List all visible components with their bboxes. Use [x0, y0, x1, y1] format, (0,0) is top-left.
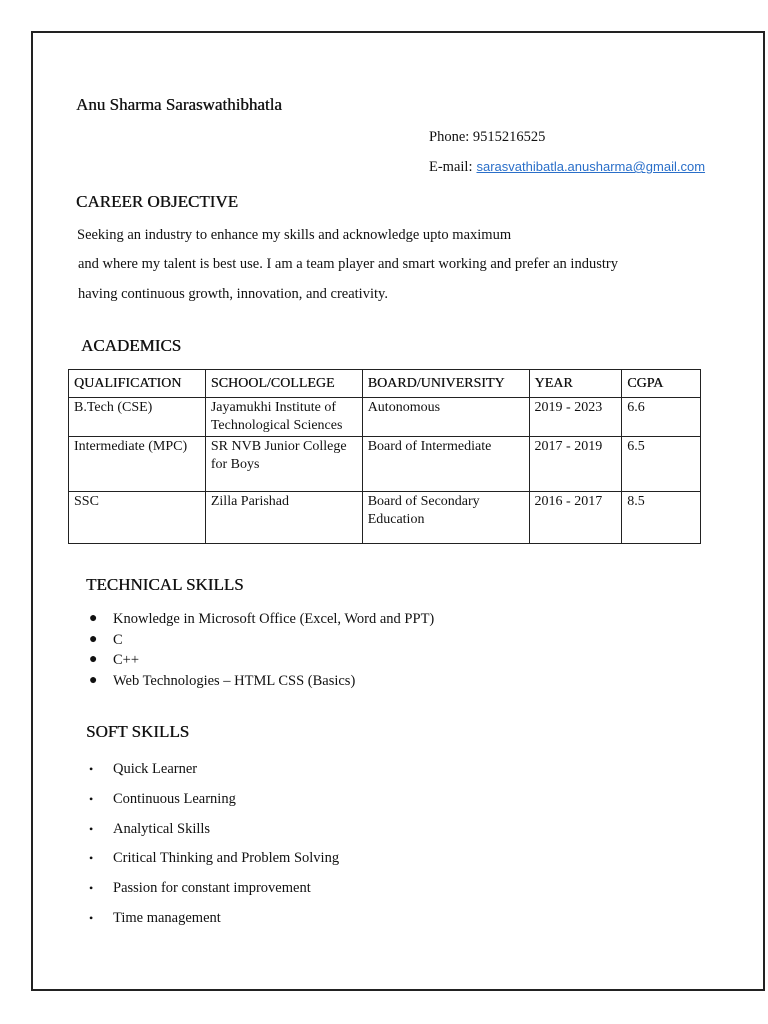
career-objective-heading: CAREER OBJECTIVE	[76, 192, 238, 211]
career-objective-line: and where my talent is best use. I am a team player and smart working and prefer an industry	[78, 256, 618, 272]
bullet-icon: •	[89, 851, 94, 866]
table-cell: SSC	[69, 492, 206, 544]
column-header-year: YEAR	[529, 370, 622, 398]
phone-number: Phone: 9515216525	[429, 129, 546, 145]
table-cell: Autonomous	[362, 398, 529, 437]
table-cell: Intermediate (MPC)	[69, 437, 206, 492]
email-link[interactable]: sarasvathibatla.anusharma@gmail.com	[476, 159, 706, 174]
table-cell: SR NVB Junior College for Boys	[205, 437, 362, 492]
list-item	[89, 609, 434, 630]
column-header-cgpa: CGPA	[622, 370, 701, 398]
table-cell: B.Tech (CSE)	[69, 398, 206, 437]
candidate-name: Anu Sharma Saraswathibhatla	[76, 95, 282, 114]
bullet-icon: •	[89, 791, 94, 806]
list-item	[89, 844, 339, 874]
table-row	[69, 492, 701, 544]
list-item	[89, 630, 434, 651]
bullet-icon: ●	[89, 652, 98, 667]
list-item	[89, 650, 434, 671]
bullet-icon: ●	[89, 672, 98, 688]
list-item-text: Critical Thinking and Problem Solving	[113, 850, 340, 867]
list-item-text: Time management	[113, 909, 221, 926]
list-item-text: Continuous Learning	[113, 790, 236, 807]
table-cell: 2019 - 2023	[529, 398, 622, 437]
table-cell: Board of Secondary Education	[362, 492, 529, 544]
soft-skills-heading: SOFT SKILLS	[86, 722, 190, 741]
bullet-icon: ●	[89, 611, 98, 626]
bullet-icon: •	[89, 762, 94, 776]
academics-table	[68, 369, 701, 544]
list-item-text: C++	[113, 652, 140, 668]
soft-skills-list	[89, 755, 339, 934]
column-header-board: BOARD/UNIVERSITY	[362, 370, 529, 398]
table-cell: Jayamukhi Institute of Technological Sciences	[205, 398, 362, 437]
bullet-icon: •	[89, 881, 94, 896]
table-cell: 2016 - 2017	[529, 492, 622, 544]
list-item-text: Quick Learner	[113, 761, 198, 777]
column-header-school: SCHOOL/COLLEGE	[205, 370, 362, 398]
list-item-text: Passion for constant improvement	[113, 880, 311, 897]
email-label: E-mail:	[429, 159, 473, 175]
list-item-text: Analytical Skills	[113, 820, 211, 837]
table-row	[69, 398, 701, 437]
table-cell: Board of Intermediate	[362, 437, 529, 492]
bullet-icon: ●	[89, 631, 98, 647]
table-cell: 6.5	[622, 437, 701, 492]
table-cell: 8.5	[622, 492, 701, 544]
table-header-row	[69, 370, 701, 398]
technical-skills-heading: TECHNICAL SKILLS	[86, 575, 244, 594]
table-cell: Zilla Parishad	[205, 492, 362, 544]
list-item	[89, 815, 339, 845]
bullet-icon: •	[89, 821, 94, 836]
list-item	[89, 904, 339, 934]
academics-heading: ACADEMICS	[81, 336, 182, 355]
list-item	[89, 755, 339, 785]
table-cell: 6.6	[622, 398, 701, 437]
column-header-qualification: QUALIFICATION	[69, 370, 206, 398]
list-item-text: Knowledge in Microsoft Office (Excel, Word and PPT)	[113, 611, 435, 627]
list-item	[89, 785, 339, 815]
list-item-text: C	[113, 631, 123, 648]
list-item	[89, 671, 434, 692]
email-line	[429, 159, 705, 176]
table-cell: 2017 - 2019	[529, 437, 622, 492]
list-item-text: Web Technologies – HTML CSS (Basics)	[113, 672, 356, 689]
table-row	[69, 437, 701, 492]
list-item	[89, 874, 339, 904]
technical-skills-list	[89, 609, 434, 691]
bullet-icon: •	[89, 910, 94, 925]
career-objective-line: Seeking an industry to enhance my skills and acknowledge upto maximum	[77, 227, 512, 243]
career-objective-line: having continuous growth, innovation, and creativity.	[78, 286, 388, 302]
